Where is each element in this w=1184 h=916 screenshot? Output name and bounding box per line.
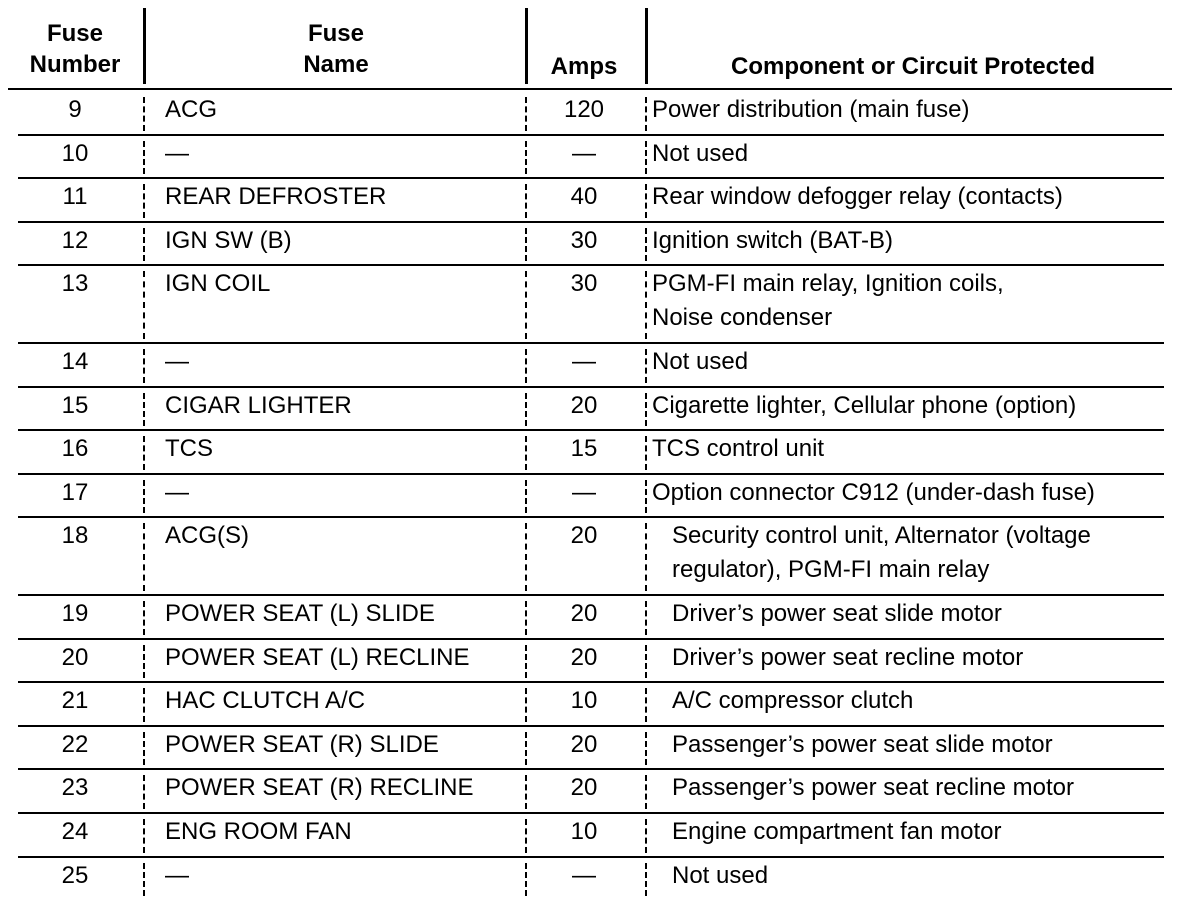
- column-divider: [645, 645, 647, 679]
- row-divider: [18, 856, 1164, 858]
- column-divider: [525, 775, 527, 809]
- column-divider: [525, 601, 527, 635]
- column-divider: [525, 97, 527, 131]
- column-divider: [525, 184, 527, 218]
- column-divider: [143, 141, 145, 175]
- fuse-name-cell: —: [165, 139, 189, 167]
- column-divider: [525, 863, 527, 897]
- amps-cell: 20: [570, 600, 598, 627]
- column-divider: [645, 228, 647, 262]
- row-divider: [18, 429, 1164, 431]
- column-divider: [645, 393, 647, 427]
- component-cell: Noise condenser: [652, 304, 833, 332]
- fuse-number-cell: 25: [61, 861, 89, 889]
- fuse-name-cell: IGN SW (B): [165, 226, 292, 254]
- column-divider: [143, 97, 145, 131]
- column-divider: [525, 393, 527, 427]
- column-divider: [143, 775, 145, 809]
- component-cell: Not used: [652, 348, 749, 375]
- component-cell: Security control unit, Alternator (voltage: [672, 522, 1091, 550]
- amps-cell: 10: [570, 818, 598, 845]
- fuse-name-cell: —: [165, 478, 189, 506]
- column-divider: [525, 349, 527, 383]
- component-cell: Not used: [672, 861, 769, 889]
- component-cell: Ignition switch (BAT-B): [652, 226, 893, 254]
- column-divider: [143, 819, 145, 853]
- column-divider: [645, 480, 647, 514]
- amps-cell: 40: [570, 183, 598, 211]
- fuse-name-cell: ACG(S): [165, 522, 249, 550]
- row-divider: [18, 594, 1164, 596]
- header-fuse-number-line2: Number: [29, 51, 121, 78]
- column-divider: [143, 349, 145, 383]
- column-divider: [525, 732, 527, 766]
- amps-cell: 20: [570, 774, 598, 802]
- component-cell: regulator), PGM-FI main relay: [672, 556, 990, 584]
- component-cell: TCS control unit: [652, 435, 825, 463]
- amps-cell: —: [572, 478, 596, 506]
- column-divider: [143, 228, 145, 262]
- fuse-name-cell: —: [165, 348, 189, 375]
- column-divider: [143, 732, 145, 766]
- component-cell: A/C compressor clutch: [672, 687, 914, 715]
- fuse-number-cell: 10: [61, 139, 89, 167]
- row-divider: [18, 221, 1164, 223]
- column-divider: [645, 141, 647, 175]
- amps-cell: 30: [570, 270, 598, 298]
- column-divider: [143, 523, 145, 591]
- fuse-name-cell: TCS: [165, 435, 213, 463]
- row-divider: [18, 638, 1164, 640]
- row-divider: [18, 342, 1164, 344]
- column-divider: [525, 819, 527, 853]
- component-cell: Driver’s power seat slide motor: [672, 600, 1002, 627]
- column-divider: [525, 645, 527, 679]
- row-divider: [18, 264, 1164, 266]
- row-divider: [18, 177, 1164, 179]
- column-divider: [645, 819, 647, 853]
- header-divider: [143, 8, 146, 84]
- fuse-number-cell: 15: [61, 391, 89, 419]
- column-divider: [525, 523, 527, 591]
- fuse-number-cell: 14: [61, 348, 89, 375]
- fuse-number-cell: 22: [61, 730, 89, 758]
- header-fuse-number-line1: Fuse: [46, 20, 103, 47]
- column-divider: [645, 775, 647, 809]
- amps-cell: 15: [570, 435, 598, 463]
- header-fuse-number: [18, 18, 132, 80]
- column-divider: [143, 184, 145, 218]
- column-divider: [645, 523, 647, 591]
- amps-cell: 10: [570, 687, 598, 715]
- amps-cell: 20: [570, 730, 598, 758]
- component-cell: Passenger’s power seat slide motor: [672, 730, 1053, 758]
- column-divider: [525, 228, 527, 262]
- header-fuse-name: [148, 18, 524, 80]
- component-cell: Option connector C912 (under-dash fuse): [652, 478, 1095, 506]
- component-cell: Cigarette lighter, Cellular phone (option): [652, 391, 1077, 419]
- fuse-name-cell: POWER SEAT (R) SLIDE: [165, 730, 439, 758]
- row-divider: [18, 516, 1164, 518]
- component-cell: Passenger’s power seat recline motor: [672, 774, 1074, 802]
- fuse-name-cell: ACG: [165, 96, 218, 123]
- amps-cell: 30: [570, 226, 598, 254]
- fuse-number-cell: 19: [61, 600, 89, 627]
- column-divider: [645, 436, 647, 470]
- column-divider: [645, 863, 647, 897]
- fuse-number-cell: 18: [61, 522, 89, 550]
- fuse-number-cell: 23: [61, 774, 89, 802]
- row-divider: [18, 134, 1164, 136]
- component-cell: Power distribution (main fuse): [652, 96, 970, 123]
- row-divider: [18, 725, 1164, 727]
- amps-cell: 20: [570, 391, 598, 419]
- fuse-number-cell: 16: [61, 435, 89, 463]
- header-amps: Amps: [550, 53, 618, 80]
- column-divider: [143, 601, 145, 635]
- amps-cell: 120: [563, 96, 605, 123]
- component-cell: Not used: [652, 139, 749, 167]
- amps-cell: 20: [570, 643, 598, 671]
- column-divider: [645, 688, 647, 722]
- column-divider: [143, 863, 145, 897]
- fuse-name-cell: POWER SEAT (L) SLIDE: [165, 600, 435, 627]
- header-component: Component or Circuit Protected: [730, 53, 1096, 80]
- fuse-number-cell: 9: [68, 96, 82, 123]
- fuse-number-cell: 20: [61, 643, 89, 671]
- fuse-name-cell: POWER SEAT (L) RECLINE: [165, 643, 470, 671]
- fuse-number-cell: 21: [61, 687, 89, 715]
- column-divider: [143, 271, 145, 339]
- row-divider: [18, 386, 1164, 388]
- row-divider: [18, 768, 1164, 770]
- fuse-name-cell: —: [165, 861, 189, 889]
- fuse-name-cell: ENG ROOM FAN: [165, 818, 352, 845]
- column-divider: [525, 480, 527, 514]
- fuse-name-cell: HAC CLUTCH A/C: [165, 687, 366, 715]
- amps-cell: —: [572, 348, 596, 375]
- column-divider: [525, 688, 527, 722]
- column-divider: [645, 349, 647, 383]
- fuse-number-cell: 17: [61, 478, 89, 506]
- header-bottom-border: [8, 88, 1172, 90]
- component-cell: Driver’s power seat recline motor: [672, 643, 1024, 671]
- column-divider: [143, 688, 145, 722]
- column-divider: [645, 732, 647, 766]
- amps-cell: —: [572, 139, 596, 167]
- column-divider: [645, 184, 647, 218]
- column-divider: [143, 436, 145, 470]
- column-divider: [645, 271, 647, 339]
- column-divider: [143, 480, 145, 514]
- fuse-name-cell: POWER SEAT (R) RECLINE: [165, 774, 474, 802]
- header-divider: [645, 8, 648, 84]
- fuse-name-cell: IGN COIL: [165, 270, 271, 298]
- column-divider: [525, 271, 527, 339]
- column-divider: [645, 601, 647, 635]
- column-divider: [143, 393, 145, 427]
- fuse-number-cell: 13: [61, 270, 89, 298]
- row-divider: [18, 812, 1164, 814]
- component-cell: Engine compartment fan motor: [672, 818, 1002, 845]
- fuse-number-cell: 11: [62, 183, 88, 211]
- fuse-number-cell: 24: [61, 818, 89, 845]
- column-divider: [525, 141, 527, 175]
- column-divider: [525, 436, 527, 470]
- column-divider: [645, 97, 647, 131]
- fuse-name-cell: CIGAR LIGHTER: [165, 391, 352, 419]
- fuse-name-cell: REAR DEFROSTER: [165, 183, 387, 211]
- component-cell: PGM-FI main relay, Ignition coils,: [652, 270, 1004, 298]
- amps-cell: —: [572, 861, 596, 889]
- header-fuse-name-line2: Name: [303, 51, 369, 78]
- amps-cell: 20: [570, 522, 598, 550]
- header-divider: [525, 8, 528, 84]
- header-fuse-name-line1: Fuse: [307, 20, 364, 47]
- component-cell: Rear window defogger relay (contacts): [652, 183, 1063, 211]
- row-divider: [18, 681, 1164, 683]
- fuse-number-cell: 12: [61, 226, 89, 254]
- row-divider: [18, 473, 1164, 475]
- column-divider: [143, 645, 145, 679]
